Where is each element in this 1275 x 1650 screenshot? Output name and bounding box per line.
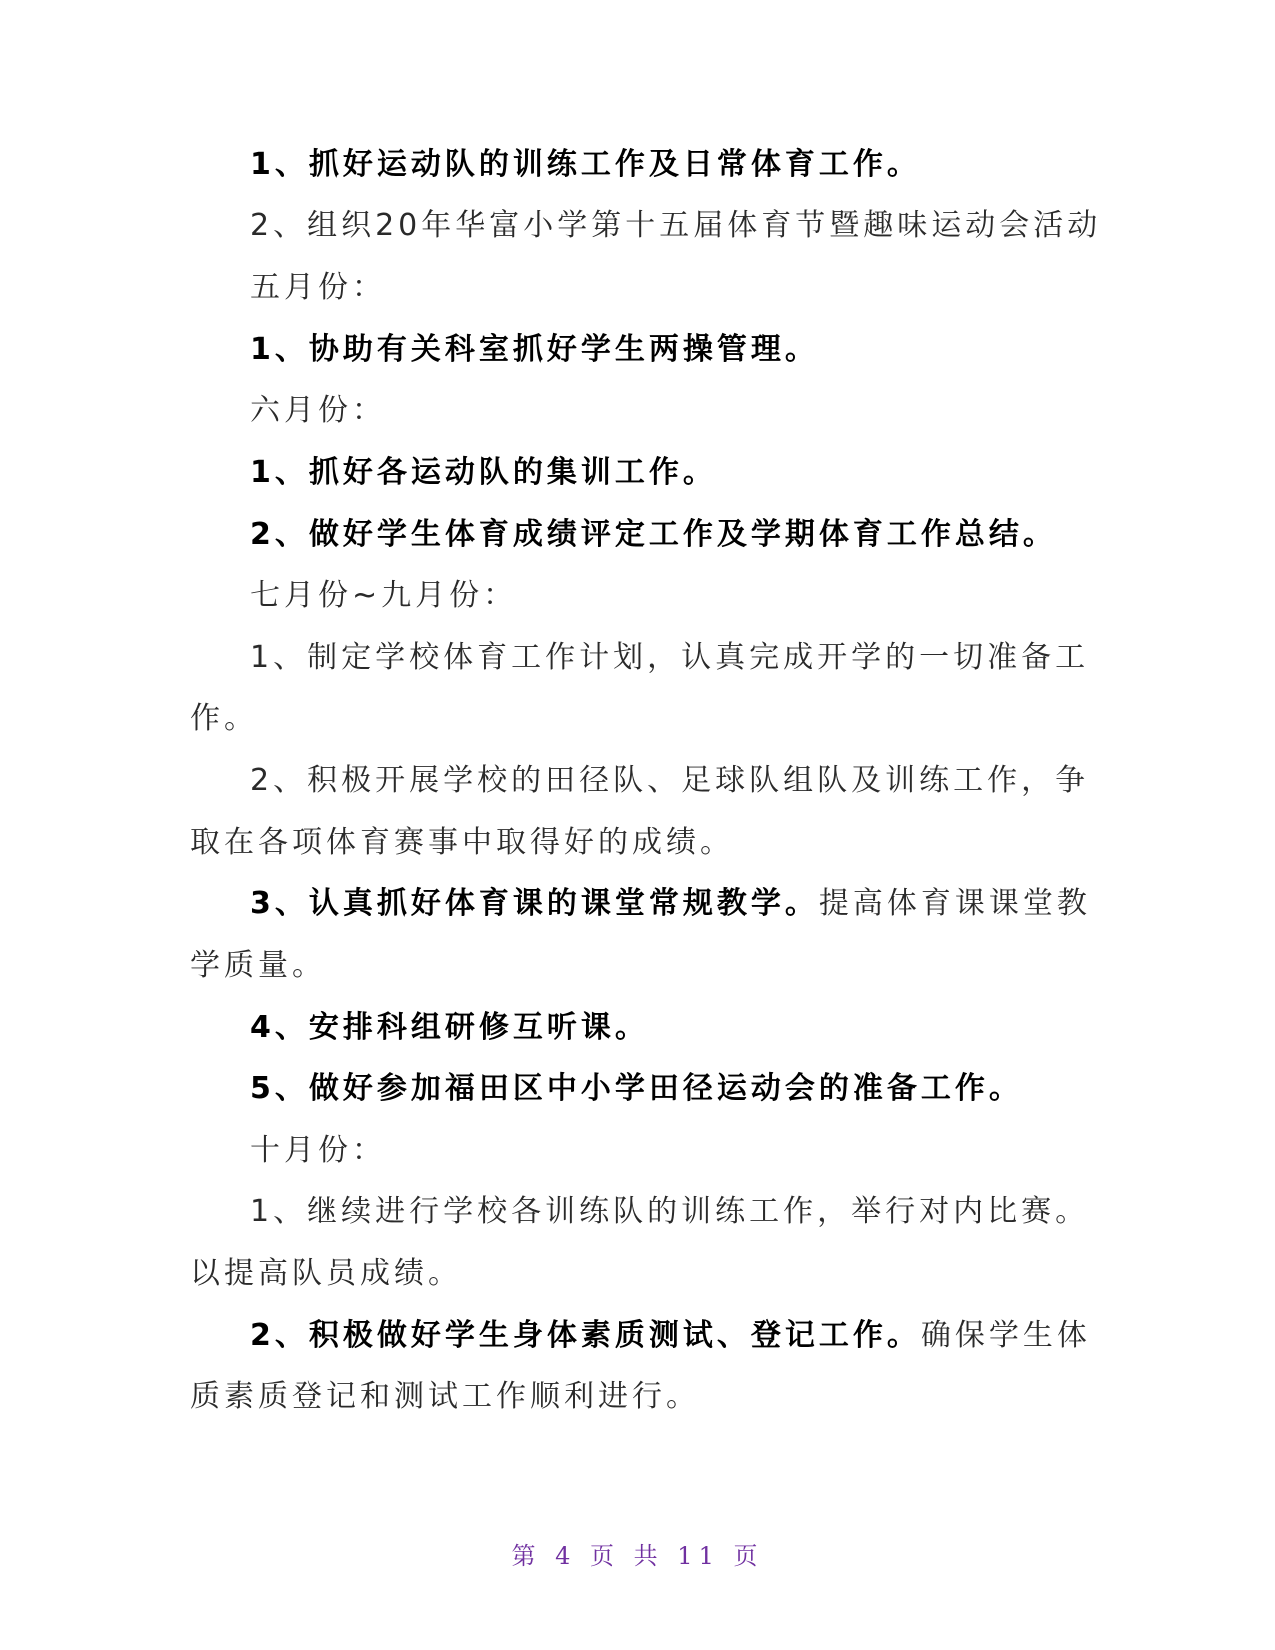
regular-text: 五月份：: [250, 270, 386, 305]
bold-text: 2、做好学生体育成绩评定工作及学期体育工作总结。: [250, 517, 1057, 552]
regular-text: 质素质登记和测试工作顺利进行。: [190, 1379, 700, 1414]
regular-text: 1、制定学校体育工作计划，认真完成开学的一切准备工: [250, 640, 1090, 675]
line-july-item-2-cont: [190, 823, 1070, 863]
bold-text: 4、安排科组研修互听课。: [250, 1010, 649, 1045]
line-june-item-2: [250, 515, 1070, 555]
line-july-item-3-cont: [190, 946, 1070, 986]
bold-text: 2、积极做好学生身体素质测试、登记工作。: [250, 1318, 921, 1353]
regular-text: 作。: [190, 701, 258, 736]
regular-text: 十月份：: [250, 1133, 386, 1168]
heading-october: [250, 1131, 1070, 1171]
regular-text: 2、积极开展学校的田径队、足球队组队及训练工作，争: [250, 763, 1090, 798]
line-october-item-1-cont: [190, 1254, 1070, 1294]
bold-text: 1、协助有关科室抓好学生两操管理。: [250, 332, 819, 367]
line-july-item-1: [250, 638, 1090, 678]
heading-may: [250, 268, 1070, 308]
regular-text: 2、组织20年华富小学第十五届体育节暨趣味运动会活动: [250, 208, 1102, 243]
bold-text: 1、抓好运动队的训练工作及日常体育工作。: [250, 147, 921, 182]
line-april-item-1: [250, 145, 1070, 185]
regular-text: 学质量。: [190, 948, 326, 983]
line-july-item-4: [250, 1008, 1070, 1048]
line-october-item-1: [250, 1192, 1090, 1232]
line-june-item-1: [250, 453, 1070, 493]
heading-july-september: [250, 576, 1070, 616]
regular-text: 六月份：: [250, 393, 386, 428]
line-july-item-1-cont: [190, 699, 1070, 739]
regular-text: 1、继续进行学校各训练队的训练工作，举行对内比赛。: [250, 1194, 1090, 1229]
line-may-item-1: [250, 330, 1070, 370]
line-july-item-5: [250, 1069, 1070, 1109]
line-april-item-2: [250, 206, 1102, 246]
line-july-item-3: [250, 884, 1091, 924]
regular-text: 确保学生体: [920, 1318, 1091, 1353]
regular-text: 七月份~九月份：: [250, 578, 518, 613]
bold-text: 1、抓好各运动队的集训工作。: [250, 455, 717, 490]
page-number-footer: 第 4 页 共 11 页: [511, 1542, 764, 1570]
regular-text: 提高体育课课堂教: [818, 886, 1091, 921]
regular-text: 以提高队员成绩。: [190, 1256, 462, 1291]
line-october-item-2-cont: [190, 1377, 1070, 1417]
bold-text: 5、做好参加福田区中小学田径运动会的准备工作。: [250, 1071, 1023, 1106]
bold-text: 3、认真抓好体育课的课堂常规教学。: [250, 886, 819, 921]
heading-june: [250, 391, 1070, 431]
regular-text: 取在各项体育赛事中取得好的成绩。: [190, 825, 734, 860]
line-july-item-2: [250, 761, 1090, 801]
line-october-item-2: [250, 1316, 1091, 1356]
